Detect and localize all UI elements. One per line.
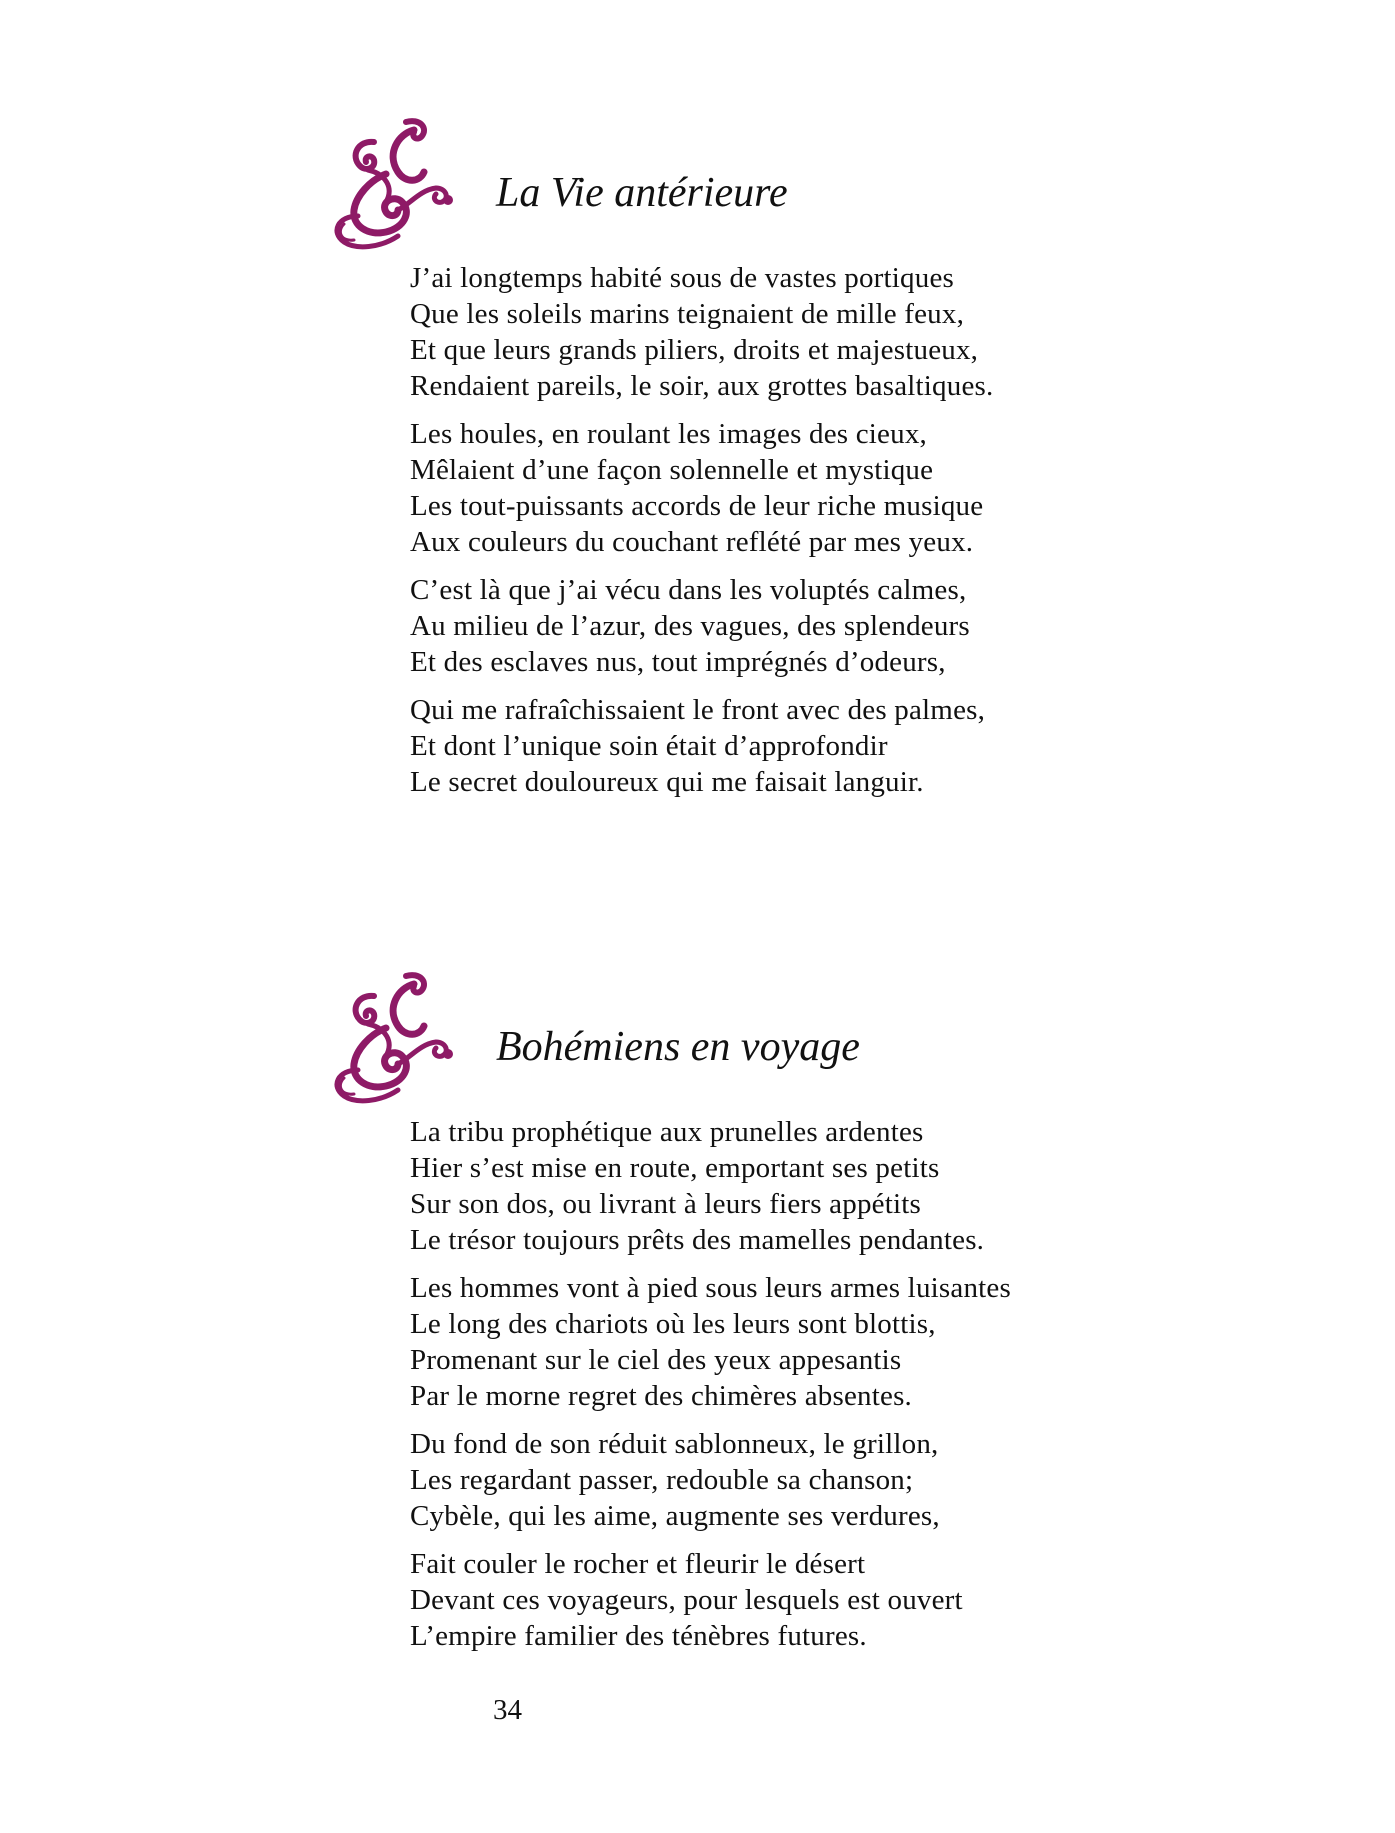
verse-line: Du fond de son réduit sablonneux, le grillon,	[410, 1428, 939, 1460]
poem-body	[410, 260, 993, 812]
verse-line: Qui me rafraîchissaient le front avec des palmes,	[410, 694, 986, 726]
poem-title: Bohémiens en voyage	[496, 1024, 860, 1070]
verse-line: Devant ces voyageurs, pour lesquels est ouvert	[410, 1584, 963, 1616]
verse-line: Rendaient pareils, le soir, aux grottes basaltiques.	[410, 370, 994, 402]
stanza	[410, 260, 993, 404]
verse-line: Aux couleurs du couchant reflété par mes yeux.	[410, 526, 974, 558]
verse-line: Promenant sur le ciel des yeux appesantis	[410, 1344, 902, 1376]
stanza	[410, 1114, 1011, 1258]
verse-line: Le long des chariots où les leurs sont blottis,	[410, 1308, 936, 1340]
verse-line: Cybèle, qui les aime, augmente ses verdures,	[410, 1500, 940, 1532]
stanza	[410, 1270, 1011, 1414]
poem-title: La Vie antérieure	[496, 170, 788, 216]
stanza	[410, 572, 993, 680]
verse-line: Les hommes vont à pied sous leurs armes luisantes	[410, 1272, 1011, 1304]
verse-line: Et que leurs grands piliers, droits et majestueux,	[410, 334, 979, 366]
flourish-ornament-icon	[328, 968, 468, 1108]
verse-line: J’ai longtemps habité sous de vastes portiques	[410, 262, 955, 294]
verse-line: Au milieu de l’azur, des vagues, des splendeurs	[410, 610, 970, 642]
poem-body	[410, 1114, 1011, 1666]
flourish-ornament-icon	[328, 114, 468, 254]
stanza	[410, 1426, 1011, 1534]
verse-line: Les regardant passer, redouble sa chanson;	[410, 1464, 914, 1496]
verse-line: Hier s’est mise en route, emportant ses petits	[410, 1152, 940, 1184]
verse-line: Fait couler le rocher et fleurir le désert	[410, 1548, 866, 1580]
verse-line: Que les soleils marins teignaient de mille feux,	[410, 298, 965, 330]
verse-line: Par le morne regret des chimères absentes.	[410, 1380, 913, 1412]
stanza	[410, 416, 993, 560]
verse-line: L’empire familier des ténèbres futures.	[410, 1620, 867, 1652]
verse-line: La tribu prophétique aux prunelles ardentes	[410, 1116, 924, 1148]
verse-line: Et dont l’unique soin était d’approfondir	[410, 730, 888, 762]
page-number: 34	[493, 1694, 522, 1726]
verse-line: Le secret douloureux qui me faisait languir.	[410, 766, 924, 798]
verse-line: Mêlaient d’une façon solennelle et mystique	[410, 454, 934, 486]
verse-line: Les tout-puissants accords de leur riche musique	[410, 490, 984, 522]
verse-line: Sur son dos, ou livrant à leurs fiers appétits	[410, 1188, 921, 1220]
verse-line: Et des esclaves nus, tout imprégnés d’odeurs,	[410, 646, 946, 678]
stanza	[410, 692, 993, 800]
stanza	[410, 1546, 1011, 1654]
verse-line: Les houles, en roulant les images des cieux,	[410, 418, 927, 450]
verse-line: C’est là que j’ai vécu dans les voluptés calmes,	[410, 574, 967, 606]
verse-line: Le trésor toujours prêts des mamelles pendantes.	[410, 1224, 985, 1256]
